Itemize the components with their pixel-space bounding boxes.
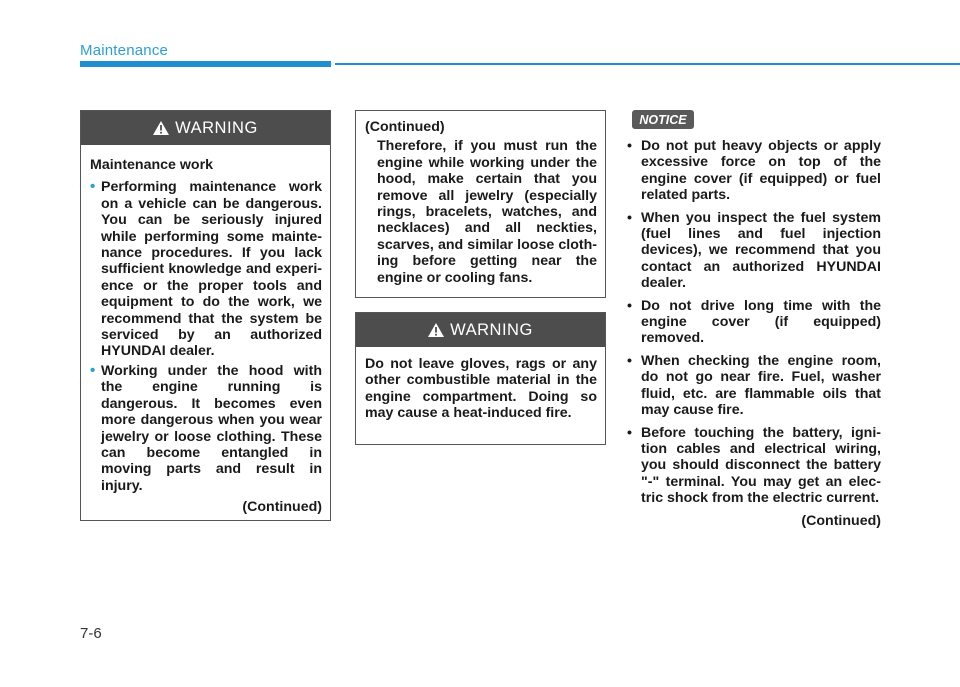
notice-item: [627, 353, 881, 419]
page-number: 7-6: [80, 625, 102, 642]
continued-label: (Continued): [242, 499, 322, 516]
warning-triangle-icon: [153, 121, 169, 135]
header-rule-thin: [335, 63, 960, 65]
notice-item: [627, 138, 881, 204]
bullet-dot-icon: •: [627, 424, 632, 441]
warning-bullet-text: Working under the hood with the engine running is dangerous. It becomes even more dangerous when you wear jewelry or loose clothing. These can become entangled in moving parts and result in injury.: [101, 362, 322, 494]
warning-bullet: [90, 179, 322, 359]
warning-text: Do not leave gloves, rags or any other combustible material in the engine compartment. Doing so may cause a heat-induced fire.: [365, 356, 597, 422]
header-rule-thick: [80, 61, 331, 67]
section-title: Maintenance: [80, 42, 169, 59]
warning-triangle-icon: [428, 323, 444, 337]
warning-body: [81, 145, 330, 524]
warning-header: [81, 111, 330, 145]
bullet-dot-icon: •: [90, 178, 96, 196]
bullet-dot-icon: •: [627, 297, 632, 314]
bullet-dot-icon: •: [627, 138, 632, 154]
warning-box-combustible: [355, 312, 606, 445]
warning-label: WARNING: [175, 118, 258, 137]
continued-box: [355, 110, 606, 298]
notice-item-text: Do not drive long time with the engine cover (if equipped) removed.: [641, 297, 881, 347]
warning-body: [356, 347, 605, 430]
notice-item: [627, 425, 881, 507]
continued-text: Therefore, if you must run the engine while working under the hood, make certain that you remove all jewelry (especially rings, bracelets, watches, and necklaces) and all neckties, scarves, and similar loose cloth-ing before getting near the engine or cooling fans.: [377, 138, 597, 286]
continued-label: (Continued): [801, 512, 881, 529]
notice-item-text: Do not put heavy objects or apply excessive force on top of the engine cover (if equipped) or fuel related parts.: [641, 138, 881, 204]
warning-header: [356, 313, 605, 347]
warning-box-maintenance: [80, 110, 331, 521]
notice-item-text: When you inspect the fuel system (fuel lines and fuel injection devices), we recommend that you contact an authorized HYUNDAI dealer.: [641, 209, 881, 292]
notice-item: [627, 210, 881, 292]
warning-bullet: [90, 363, 322, 494]
bullet-dot-icon: •: [90, 361, 96, 379]
warning-lead: Maintenance work: [90, 157, 213, 173]
bullet-dot-icon: •: [627, 352, 632, 369]
notice-badge: NOTICE: [632, 110, 694, 129]
notice-list: [627, 138, 881, 529]
continued-lead: (Continued): [365, 119, 445, 135]
warning-label: WARNING: [450, 320, 533, 339]
bullet-dot-icon: •: [627, 209, 632, 226]
notice-item-text: When checking the engine room, do not go near fire. Fuel, washer fluid, etc. are flammable oils that may cause fire.: [641, 352, 881, 419]
continued-body: [356, 111, 605, 294]
warning-bullet-text: Performing maintenance work on a vehicle can be dangerous. You can be seriously injured while performing some mainte-nance procedures. If you lack sufficient knowledge and experi-ence or the proper tools and equipment to do the work, we recommend that the system be serviced by an authorized HYUNDAI dealer.: [101, 179, 322, 360]
notice-item-text: Before touching the battery, igni-tion cables and electrical wiring, you should disconnect the battery "-" terminal. You may get an elec-tric shock from the electric current.: [641, 424, 881, 507]
notice-item: [627, 298, 881, 347]
